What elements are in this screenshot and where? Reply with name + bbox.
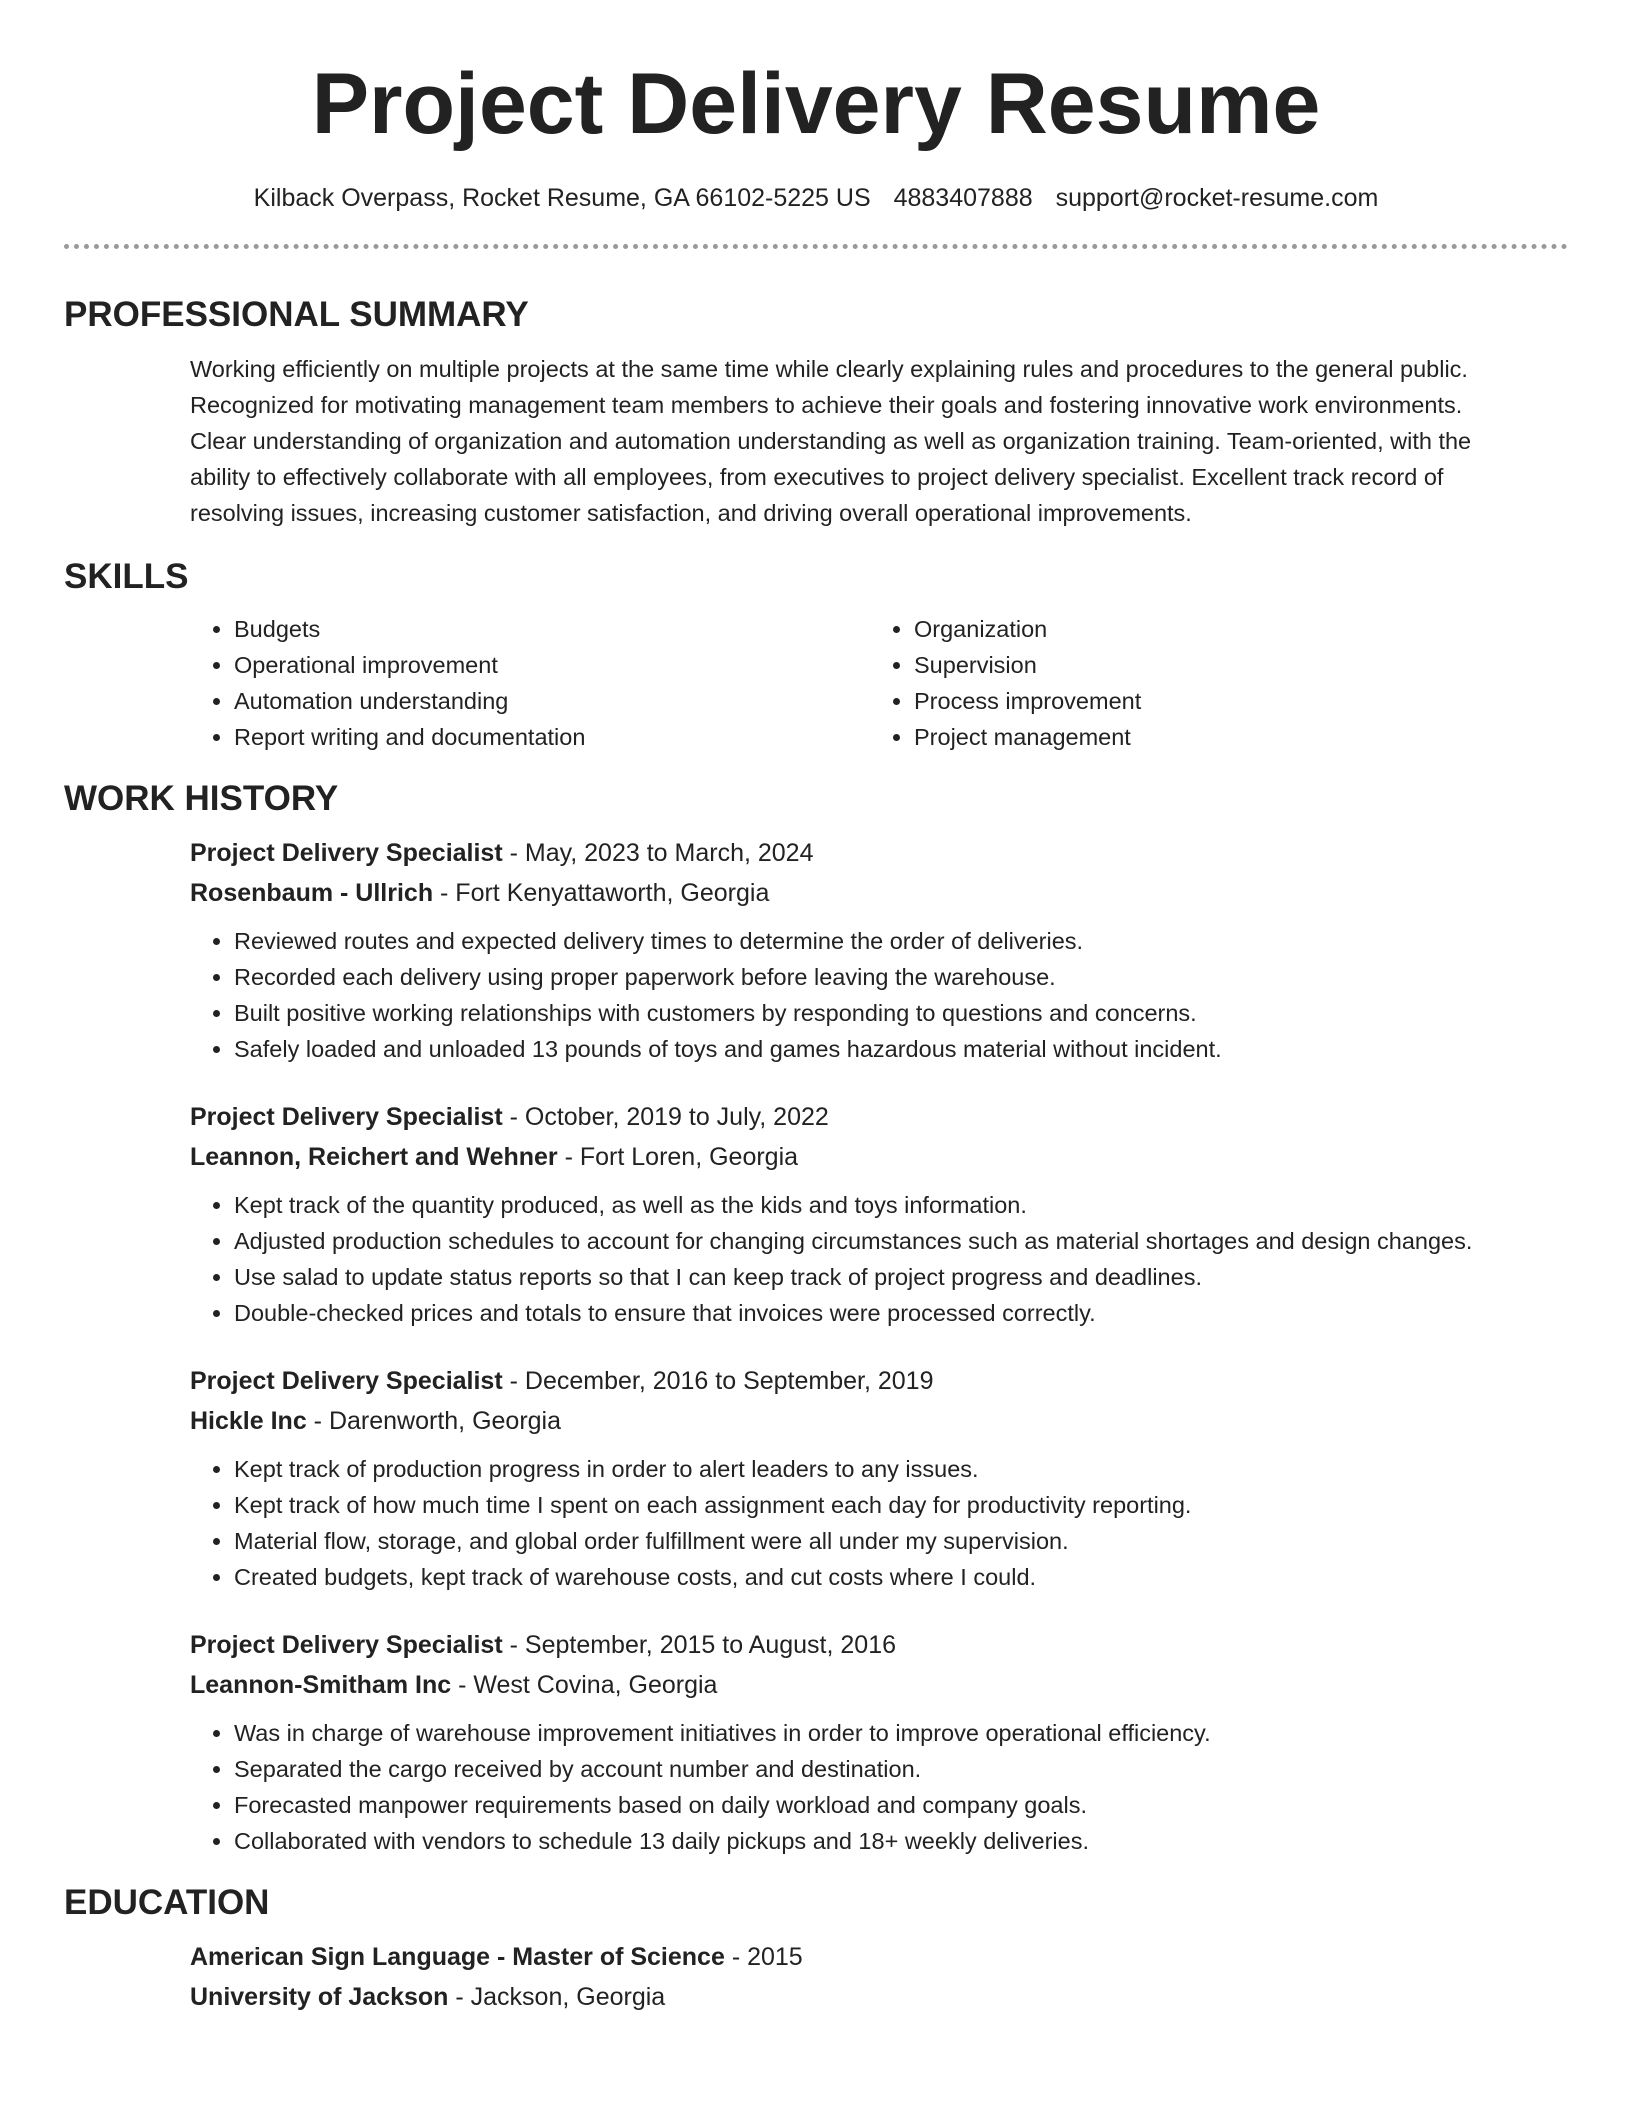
degree-name: American Sign Language - Master of Science	[190, 1943, 725, 1971]
job-bullet: • Kept track of the quantity produced, as well as the kids and toys information.	[234, 1187, 1568, 1223]
job-bullet: • Recorded each delivery using proper paperwork before leaving the warehouse.	[234, 959, 1568, 995]
job-entry	[190, 1361, 1568, 1595]
job-entry	[190, 1625, 1568, 1859]
summary-line: resolving issues, increasing customer satisfaction, and driving overall operational improvements.	[190, 500, 1192, 526]
job-company-line	[190, 1137, 1568, 1177]
job-bullet: • Forecasted manpower requirements based on daily workload and company goals.	[234, 1787, 1568, 1823]
job-bullet: • Created budgets, kept track of warehouse costs, and cut costs where I could.	[234, 1559, 1568, 1595]
job-dates: - September, 2015 to August, 2016	[502, 1631, 897, 1659]
school-line	[190, 1977, 1568, 2017]
degree-year: - 2015	[724, 1943, 803, 1971]
job-bullet: • Was in charge of warehouse improvement initiatives in order to improve operational efficiency.	[234, 1715, 1568, 1751]
summary-paragraph	[190, 351, 1568, 531]
job-bullet: • Kept track of production progress in order to alert leaders to any issues.	[234, 1451, 1568, 1487]
job-bullet: • Built positive working relationships with customers by responding to questions and concerns.	[234, 995, 1568, 1031]
job-bullet: • Use salad to update status reports so that I can keep track of project progress and deadlines.	[234, 1259, 1568, 1295]
resume-title: Project Delivery Resume	[311, 56, 1321, 152]
job-dates: - May, 2023 to March, 2024	[502, 839, 814, 867]
education-section	[190, 1937, 1568, 2017]
skill-item: • Project management	[914, 719, 1568, 755]
job-role: Project Delivery Specialist	[190, 839, 503, 867]
job-location: - Fort Kenyattaworth, Georgia	[433, 879, 770, 907]
skill-item: • Supervision	[914, 647, 1568, 683]
job-company: Rosenbaum - Ullrich	[190, 879, 434, 907]
job-title-line	[190, 1097, 1568, 1137]
job-company: Leannon-Smitham Inc	[190, 1671, 452, 1699]
job-bullets	[190, 1451, 1568, 1595]
job-company-line	[190, 1401, 1568, 1441]
summary-heading: PROFESSIONAL SUMMARY	[64, 295, 529, 334]
skill-item: • Operational improvement	[234, 647, 870, 683]
summary-section	[190, 351, 1568, 531]
header-divider	[64, 244, 1568, 249]
job-company-line	[190, 873, 1568, 913]
job-role: Project Delivery Specialist	[190, 1103, 503, 1131]
job-dates: - December, 2016 to September, 2019	[502, 1367, 934, 1395]
job-role: Project Delivery Specialist	[190, 1367, 503, 1395]
job-bullets	[190, 1715, 1568, 1859]
job-company-line	[190, 1665, 1568, 1705]
contact-info	[64, 182, 1568, 214]
skills-section	[190, 611, 1568, 755]
summary-line: ability to effectively collaborate with all employees, from executives to project delivery specialist. Excellent track record of	[190, 464, 1444, 490]
job-company: Leannon, Reichert and Wehner	[190, 1143, 558, 1171]
school-location: - Jackson, Georgia	[448, 1983, 666, 2011]
skill-item: • Budgets	[234, 611, 870, 647]
job-bullet: • Safely loaded and unloaded 13 pounds of toys and games hazardous material without incident.	[234, 1031, 1568, 1067]
skill-item: • Process improvement	[914, 683, 1568, 719]
job-bullet: • Material flow, storage, and global order fulfillment were all under my supervision.	[234, 1523, 1568, 1559]
summary-line: Clear understanding of organization and automation understanding as well as organization training. Team-oriented, with the	[190, 428, 1472, 454]
job-entry	[190, 1097, 1568, 1331]
job-location: - West Covina, Georgia	[451, 1671, 718, 1699]
job-bullet: • Double-checked prices and totals to ensure that invoices were processed correctly.	[234, 1295, 1568, 1331]
degree-line	[190, 1937, 1568, 1977]
job-title-line	[190, 1625, 1568, 1665]
address-text: Kilback Overpass, Rocket Resume, GA 66102-5225 US	[253, 184, 871, 212]
skill-item: • Automation understanding	[234, 683, 870, 719]
work-history-section	[190, 833, 1568, 1859]
job-dates: - October, 2019 to July, 2022	[502, 1103, 829, 1131]
summary-line: Working efficiently on multiple projects at the same time while clearly explaining rules and procedures to the general public.	[190, 356, 1468, 382]
job-title-line	[190, 1361, 1568, 1401]
job-role: Project Delivery Specialist	[190, 1631, 503, 1659]
school-name: University of Jackson	[190, 1983, 449, 2011]
job-bullets	[190, 923, 1568, 1067]
email-text: support@rocket-resume.com	[1055, 184, 1379, 212]
education-heading: EDUCATION	[64, 1883, 270, 1922]
job-bullet: • Adjusted production schedules to account for changing circumstances such as material shortages and design changes.	[234, 1223, 1568, 1259]
work-history-heading: WORK HISTORY	[64, 779, 339, 818]
job-bullets	[190, 1187, 1568, 1331]
phone-text: 4883407888	[893, 184, 1033, 212]
summary-line: Recognized for motivating management team members to achieve their goals and fostering innovative work environments.	[190, 392, 1463, 418]
skill-item: • Organization	[914, 611, 1568, 647]
skills-list-left	[190, 611, 870, 755]
skills-list-right	[870, 611, 1568, 755]
job-company: Hickle Inc	[190, 1407, 307, 1435]
job-location: - Darenworth, Georgia	[306, 1407, 562, 1435]
job-entry	[190, 833, 1568, 1067]
skills-heading: SKILLS	[64, 557, 189, 596]
job-title-line	[190, 833, 1568, 873]
skill-item: • Report writing and documentation	[234, 719, 870, 755]
job-bullet: • Reviewed routes and expected delivery times to determine the order of deliveries.	[234, 923, 1568, 959]
job-location: - Fort Loren, Georgia	[557, 1143, 799, 1171]
job-bullet: • Collaborated with vendors to schedule 13 daily pickups and 18+ weekly deliveries.	[234, 1823, 1568, 1859]
job-bullet: • Separated the cargo received by account number and destination.	[234, 1751, 1568, 1787]
job-bullet: • Kept track of how much time I spent on each assignment each day for productivity reporting.	[234, 1487, 1568, 1523]
